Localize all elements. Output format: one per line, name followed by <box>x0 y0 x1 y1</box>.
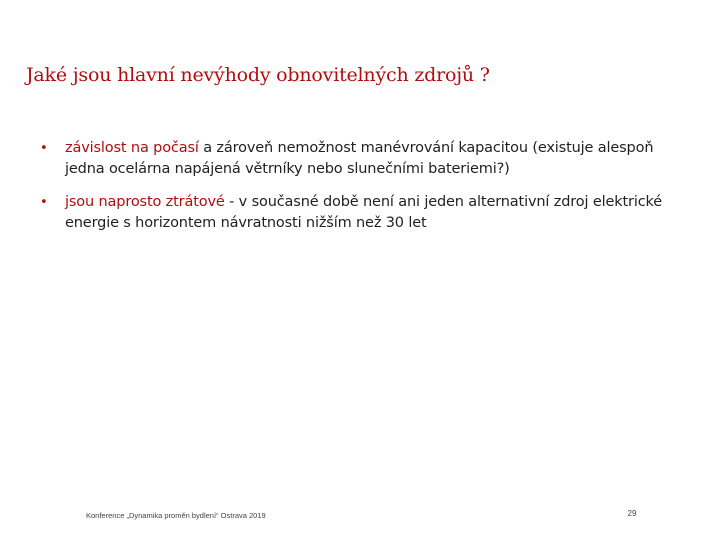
footer-text: Konference „Dynamika proměn bydlení“ Ostrava 2019 <box>86 511 266 520</box>
bullet-emphasis: závislost na počasí <box>65 140 199 156</box>
slide-title: Jaké jsou hlavní nevýhody obnovitelných zdrojů ? <box>26 64 490 86</box>
page-number: 29 <box>627 509 637 518</box>
bullet-text: - v současné době není ani jeden alternativní zdroj elektrické energie s horizontem návratnosti nižším než 30 let <box>65 194 663 231</box>
bullet-marker: • <box>40 141 48 156</box>
bullet-item <box>40 192 680 234</box>
bullet-marker: • <box>40 195 48 210</box>
bullet-item <box>40 138 680 180</box>
bullet-emphasis: jsou naprosto ztrátové <box>65 194 225 210</box>
bullet-text: a zároveň nemožnost manévrování kapacitou (existuje alespoň jedna ocelárna napájená větrníky nebo slunečními bateriemi?) <box>65 140 654 177</box>
bullet-list <box>40 138 680 246</box>
